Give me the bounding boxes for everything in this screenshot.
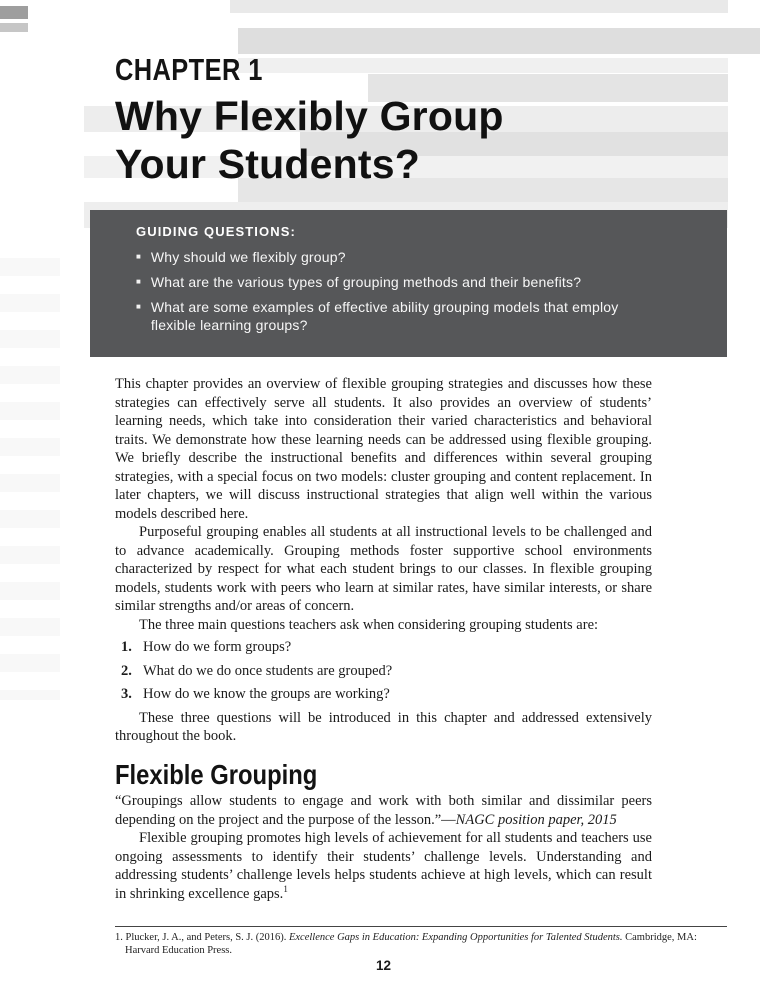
quote-attribution: NAGC position paper, 2015 <box>455 811 617 828</box>
body-text-column <box>115 375 652 903</box>
list-item <box>121 662 652 681</box>
list-item <box>136 298 669 334</box>
guiding-questions-box <box>90 210 727 357</box>
chapter-title-line2: Your Students? <box>115 141 420 187</box>
quote-text: “Groupings allow students to engage and work with both similar and dissimilar peers depending on the project and the purpose of the lesson.”— <box>115 793 652 828</box>
footnote-citation-prefix: 1. Plucker, J. A., and Peters, S. J. (2016). <box>115 932 289 943</box>
quote-paragraph <box>115 792 652 829</box>
list-item <box>121 638 652 657</box>
numbered-question-list <box>121 638 652 704</box>
footnote-marker: 1 <box>283 883 288 894</box>
chapter-title <box>115 92 760 188</box>
body-paragraph: These three questions will be introduced in this chapter and addressed extensively throughout the book. <box>115 709 652 744</box>
guiding-questions-list <box>136 248 669 334</box>
square-bullet-icon: ■ <box>136 277 141 286</box>
section-heading: Flexible Grouping <box>115 758 318 790</box>
footnote-book-title: Excellence Gaps in Education: Expanding Opportunities for Talented Students. <box>288 932 623 943</box>
list-item <box>121 685 652 704</box>
chapter-label: CHAPTER 1 <box>115 52 263 87</box>
section-paragraph-text: Flexible grouping promotes high levels of achievement for all students and teachers use ongoing assessments to identify their students’ challenge levels. Understanding and addressing students’ challenge levels helps students achieve at high levels, which can result in shrinking excellence gaps. <box>115 830 652 902</box>
body-paragraph: This chapter provides an overview of flexible grouping strategies and discusses how these strategies can effectively serve all students. It also provides an overview of students’ learning needs, which take into consideration their varied characteristics and behavioral traits. We demonstrate how these learning needs can be addressed using flexible grouping. We briefly describe the instructional benefits and differences within several grouping strategies, with a special focus on two models: cluster grouping and content replacement. In later chapters, we will discuss instructional strategies that align well within the various models described here. <box>115 376 652 522</box>
square-bullet-icon: ■ <box>136 252 141 261</box>
footnote-text <box>115 931 727 957</box>
list-item-text: How do we know the groups are working? <box>143 686 390 702</box>
body-paragraph: Purposeful grouping enables all students at all instructional levels to be challenged and to advance academically. Grouping methods foster supportive school environments characterized by respect for what each student brings to our classes. In flexible grouping models, students work with peers who learn at similar rates, have similar interests, or share similar strengths and/or areas of concern. <box>115 524 652 614</box>
footnote <box>115 926 727 957</box>
list-number: 1. <box>121 639 132 655</box>
list-number: 2. <box>121 662 132 679</box>
guiding-question-text: Why should we flexibly group? <box>150 249 346 265</box>
guiding-question-text: What are the various types of grouping methods and their benefits? <box>150 274 582 290</box>
list-item <box>136 248 669 266</box>
guiding-questions-heading: GUIDING QUESTIONS: <box>136 224 296 239</box>
chapter-header <box>0 0 760 188</box>
list-item <box>136 273 669 291</box>
list-item-text: How do we form groups? <box>143 639 292 655</box>
footnote-citation-suffix: Cambridge, MA: Harvard Education Press. <box>125 932 697 956</box>
list-number: 3. <box>121 686 132 702</box>
chapter-title-line1: Why Flexibly Group <box>115 93 504 139</box>
body-paragraph <box>115 829 652 903</box>
guiding-question-text: What are some examples of effective ability grouping models that employ flexible learning groups? <box>150 299 619 333</box>
page-number: 12 <box>375 958 392 973</box>
list-item-text: What do we do once students are grouped? <box>143 662 393 679</box>
square-bullet-icon: ■ <box>136 302 141 311</box>
body-paragraph: The three main questions teachers ask when considering grouping students are: <box>139 616 599 633</box>
